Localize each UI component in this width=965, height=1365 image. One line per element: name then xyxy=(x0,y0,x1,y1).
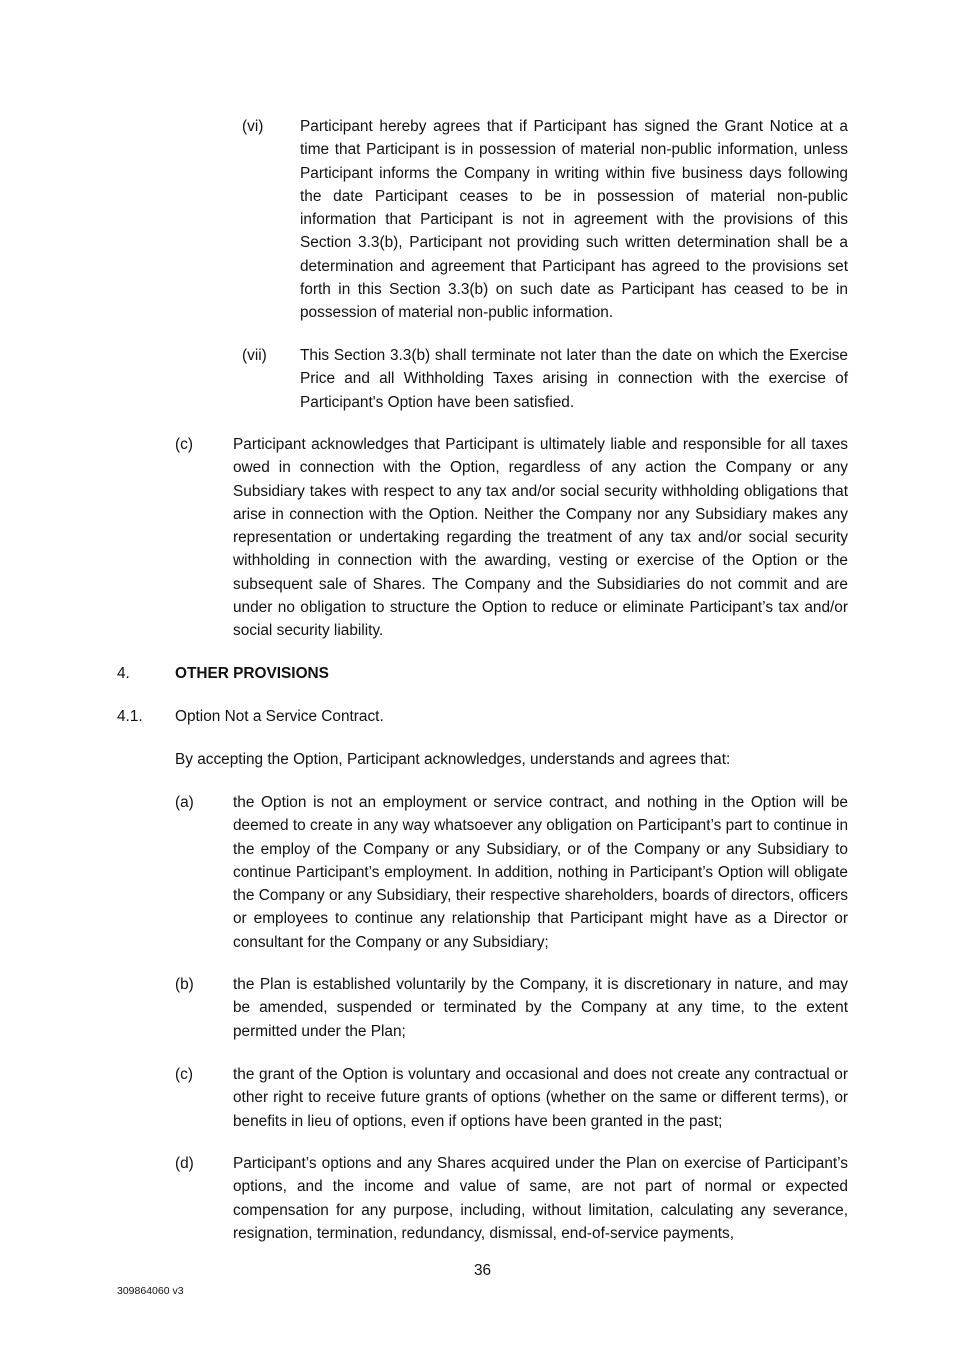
clause-vii-label: (vii) xyxy=(242,347,267,364)
clause-4-1-d-label: (d) xyxy=(175,1155,194,1172)
clause-4-1-d-text: Participant’s options and any Shares acquired under the Plan on exercise of Participant’s options, and the income and value of same, are not part of normal or expected compensation for any purpose, including, without limitation, calculating any severance, resignation, termination, redundancy, dismissal, end-of-service payments, xyxy=(233,1155,848,1242)
clause-4-1-c-label: (c) xyxy=(175,1066,193,1083)
clause-4-1-a-text: the Option is not an employment or service contract, and nothing in the Option will be deemed to create in any way whatsoever any obligation on Participant’s part to continue in the employ of the Company or any Subsidiary, or of the Company or any Subsidiary to continue Participant’s employment. In addition, nothing in Participant’s Option will obligate the Company or any Subsidiary, their respective shareholders, boards of directors, officers or employees to continue any relationship that Participant might have as a Director or consultant for the Company or any Subsidiary; xyxy=(233,794,848,951)
clause-c-tax-label: (c) xyxy=(175,436,193,453)
clause-4-1-c-text: the grant of the Option is voluntary and occasional and does not create any contractual or other right to receive future grants of options (whether on the same or different terms), or benefits in lieu of options, even if options have been granted in the past; xyxy=(233,1066,848,1130)
section-4-number: 4. xyxy=(117,665,130,682)
clause-4-1-b-text: the Plan is established voluntarily by the Company, it is discretionary in nature, and may be amended, suspended or terminated by the Company at any time, to the extent permitted under the Plan; xyxy=(233,976,848,1040)
clause-vi-text: Participant hereby agrees that if Participant has signed the Grant Notice at a time that Participant is in possession of material non-public information, unless Participant informs the Company in writing within five business days following the date Participant ceases to be in possession of material non-public information that Participant is not in agreement with the provisions of this Section 3.3(b), Participant not providing such written determination shall be a determination and agreement that Participant has agreed to the provisions set forth in this Section 3.3(b) on such date as Participant has ceased to be in possession of material non-public information. xyxy=(300,118,848,322)
section-4-1-title: Option Not a Service Contract. xyxy=(175,708,384,725)
document-id: 309864060 v3 xyxy=(117,1285,184,1297)
clause-c-tax-text: Participant acknowledges that Participant is ultimately liable and responsible for all taxes owed in connection with the Option, regardless of any action the Company or any Subsidiary takes with respect to any tax and/or social security withholding obligations that arise in connection with the Option. Neither the Company nor any Subsidiary makes any representation or undertaking regarding the treatment of any tax and/or social security withholding in connection with the awarding, vesting or exercise of the Option or the subsequent sale of Shares. The Company and the Subsidiaries do not commit and are under no obligation to structure the Option to reduce or eliminate Participant’s tax and/or social security liability. xyxy=(233,436,848,640)
clause-4-1-a-label: (a) xyxy=(175,794,194,811)
section-4-title: OTHER PROVISIONS xyxy=(175,665,329,682)
clause-vii-text: This Section 3.3(b) shall terminate not later than the date on which the Exercise Price and all Withholding Taxes arising in connection with the exercise of Participant's Option have been satisfied. xyxy=(300,347,848,411)
section-4-1-number: 4.1. xyxy=(117,708,143,725)
section-4-1-intro: By accepting the Option, Participant acknowledges, understands and agrees that: xyxy=(175,751,731,768)
page-number: 36 xyxy=(473,1262,492,1279)
clause-vi-label: (vi) xyxy=(242,118,264,135)
clause-4-1-b-label: (b) xyxy=(175,976,194,993)
